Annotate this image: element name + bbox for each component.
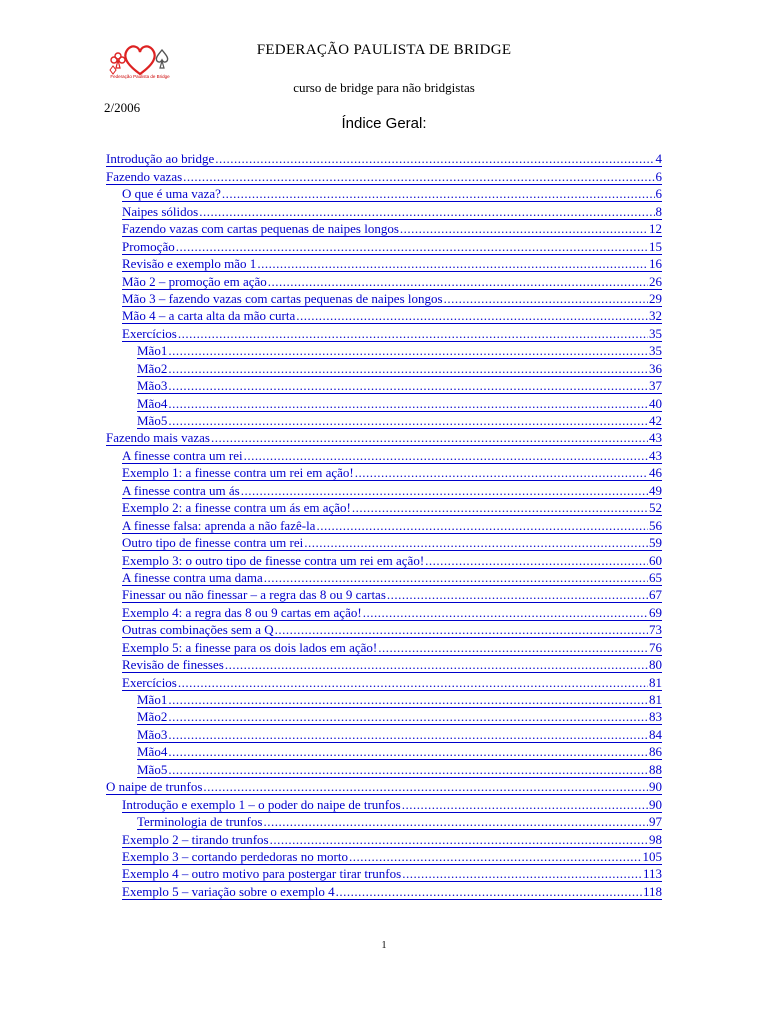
toc-dot-leader (168, 693, 648, 707)
toc-entry-page: 105 (642, 848, 662, 864)
toc-entry[interactable] (122, 255, 662, 272)
toc-entry[interactable] (122, 830, 662, 847)
toc-entry[interactable] (137, 412, 662, 429)
toc-dot-leader (378, 641, 648, 655)
toc-entry-title: Exemplo 5 – variação sobre o exemplo 4 (122, 883, 335, 899)
toc-entry-title: Exemplo 1: a finesse contra um rei em ação! (122, 465, 354, 481)
toc-dot-leader (168, 397, 648, 411)
toc-dot-leader (183, 170, 654, 184)
toc-entry-title: Mão5 (137, 761, 168, 777)
toc-entry-page: 88 (649, 761, 662, 777)
toc-dot-leader (270, 833, 648, 847)
toc-entry-title: Promoção (122, 238, 175, 254)
toc-dot-leader (336, 885, 642, 899)
toc-entry-title: Mão4 (137, 744, 168, 760)
toc-entry-title: Mão4 (137, 395, 168, 411)
toc-entry-page: 26 (649, 273, 662, 289)
toc-dot-leader (268, 275, 648, 289)
toc-entry[interactable] (137, 760, 662, 777)
toc-dot-leader (178, 676, 648, 690)
toc-entry[interactable] (137, 691, 662, 708)
toc-entry[interactable] (137, 813, 662, 830)
document-date: 2/2006 (104, 100, 141, 115)
toc-entry-page: 83 (649, 709, 662, 725)
toc-dot-leader (199, 205, 654, 219)
toc-entry[interactable] (122, 848, 662, 865)
toc-entry-title: Mão 3 – fazendo vazas com cartas pequenas de naipes longos (122, 290, 443, 306)
toc-entry-title: Mão1 (137, 343, 168, 359)
toc-entry-title: Revisão e exemplo mão 1 (122, 256, 257, 272)
toc-entry-title: Mão5 (137, 413, 168, 428)
toc-dot-leader (241, 484, 648, 498)
toc-entry-page: 73 (649, 622, 662, 638)
toc-entry-title: Outro tipo de finesse contra um rei (122, 535, 304, 551)
toc-entry-title: Introdução e exemplo 1 – o poder do naipe de trunfos (122, 796, 401, 812)
toc-entry-title: Mão1 (137, 692, 168, 707)
toc-dot-leader (168, 344, 648, 358)
toc-entry-title: Exemplo 5: a finesse para os dois lados em ação! (122, 639, 378, 655)
toc-entry-page: 6 (655, 186, 662, 202)
toc-entry-page: 90 (649, 796, 662, 812)
toc-entry[interactable] (122, 569, 662, 586)
toc-entry-page: 67 (649, 587, 662, 603)
toc-entry-title: A finesse contra uma dama (122, 569, 263, 585)
toc-entry[interactable] (137, 708, 662, 725)
toc-entry-page: 35 (649, 343, 662, 359)
toc-entry-page: 69 (649, 604, 662, 620)
toc-entry-page: 29 (649, 290, 662, 306)
toc-entry-page: 15 (649, 238, 662, 254)
toc-entry-page: 65 (649, 569, 662, 585)
toc-entry-title: Exemplo 4 – outro motivo para postergar tirar trunfos (122, 866, 402, 882)
toc-entry-page: 36 (649, 360, 662, 376)
toc-entry[interactable] (122, 202, 662, 219)
toc-dot-leader (316, 519, 648, 533)
toc-entry-title: A finesse contra um ás (122, 482, 240, 498)
toc-dot-leader (264, 571, 648, 585)
toc-entry-page: 16 (649, 256, 662, 272)
toc-dot-leader (168, 763, 648, 777)
toc-entry-page: 81 (649, 692, 662, 707)
toc-entry[interactable] (122, 603, 662, 620)
toc-entry-page: 98 (649, 831, 662, 847)
toc-entry-page: 60 (649, 552, 662, 568)
toc-entry[interactable] (137, 743, 662, 760)
toc-dot-leader (355, 466, 648, 480)
toc-entry[interactable] (122, 534, 662, 551)
toc-entry-page: 80 (649, 657, 662, 673)
toc-dot-leader (402, 798, 648, 812)
toc-entry-page: 8 (655, 203, 662, 219)
toc-entry[interactable] (122, 481, 662, 498)
toc-entry-page: 40 (649, 395, 662, 411)
document-subtitle: curso de bridge para não bridgistas (293, 80, 475, 95)
toc-dot-leader (363, 606, 648, 620)
toc-entry-page: 42 (649, 413, 662, 428)
toc-dot-leader (225, 658, 648, 672)
page-number: 1 (381, 940, 387, 951)
toc-entry[interactable] (122, 464, 662, 481)
toc-entry-title: Naipes sólidos (122, 203, 199, 219)
toc-entry-title: Exemplo 2 – tirando trunfos (122, 831, 269, 847)
toc-entry[interactable] (137, 725, 662, 742)
toc-dot-leader (168, 362, 648, 376)
toc-dot-leader (304, 536, 648, 550)
toc-entry[interactable] (122, 795, 662, 812)
toc-entry[interactable] (106, 778, 662, 795)
toc-entry-title: Outras combinações sem a Q (122, 622, 274, 638)
toc-entry-page: 43 (649, 430, 662, 446)
toc-dot-leader (176, 240, 648, 254)
toc-entry-title: Mão2 (137, 360, 168, 376)
toc-entry[interactable] (122, 185, 662, 202)
toc-entry[interactable] (122, 499, 662, 516)
toc-entry[interactable] (137, 377, 662, 394)
toc-entry-title: Mão 4 – a carta alta da mão curta (122, 308, 296, 324)
toc-entry-title: A finesse contra um rei (122, 447, 243, 463)
toc-entry-page: 35 (649, 325, 662, 341)
toc-entry-page: 76 (649, 639, 662, 655)
toc-dot-leader (168, 728, 648, 742)
toc-entry[interactable] (122, 865, 662, 882)
toc-entry[interactable] (137, 342, 662, 359)
toc-entry-title: Introdução ao bridge (106, 151, 215, 167)
toc-entry-title: Fazendo vazas (106, 168, 183, 184)
toc-entry-title: Exemplo 3: o outro tipo de finesse contra um rei em ação! (122, 552, 425, 568)
toc-entry-title: Fazendo vazas com cartas pequenas de naipes longos (122, 221, 399, 237)
toc-dot-leader (352, 501, 648, 515)
toc-entry-title: Finessar ou não finessar – a regra das 8 ou 9 cartas (122, 587, 386, 603)
toc-entry[interactable] (106, 429, 662, 446)
toc-dot-leader (168, 745, 648, 759)
toc-entry-page: 12 (649, 221, 662, 237)
toc-entry-title: Exercícios (122, 674, 177, 690)
toc-dot-leader (257, 257, 648, 271)
toc-entry-title: Exemplo 4: a regra das 8 ou 9 cartas em ação! (122, 604, 362, 620)
toc-entry-page: 84 (649, 726, 662, 742)
toc-entry-title: Exercícios (122, 325, 177, 341)
toc-entry[interactable] (122, 324, 662, 341)
toc-dot-leader (203, 780, 648, 794)
toc-entry-page: 118 (642, 883, 662, 899)
toc-entry[interactable] (122, 586, 662, 603)
toc-entry-title: Exemplo 2: a finesse contra um ás em ação! (122, 500, 351, 516)
toc-entry-page: 113 (642, 866, 662, 882)
table-of-contents (106, 150, 662, 900)
toc-entry-title: Mão3 (137, 378, 168, 394)
toc-entry-page: 49 (649, 482, 662, 498)
toc-entry-title: O que é uma vaza? (122, 186, 221, 202)
logo-caption: Federação Paulista de Bridge (110, 74, 170, 79)
toc-entry[interactable] (122, 237, 662, 254)
toc-entry[interactable] (137, 359, 662, 376)
toc-entry-title: O naipe de trunfos (106, 779, 203, 795)
toc-entry-title: Mão 2 – promoção em ação (122, 273, 267, 289)
toc-dot-leader (168, 414, 648, 428)
toc-dot-leader (400, 222, 648, 236)
toc-entry-page: 46 (649, 465, 662, 481)
toc-entry-page: 56 (649, 517, 662, 533)
toc-dot-leader (215, 152, 654, 166)
toc-entry-title: Fazendo mais vazas (106, 430, 210, 446)
toc-entry-page: 97 (649, 814, 662, 830)
toc-dot-leader (263, 815, 648, 829)
toc-entry-page: 6 (655, 168, 662, 184)
toc-entry-page: 37 (649, 378, 662, 394)
toc-entry[interactable] (122, 882, 662, 899)
toc-entry-title: Revisão de finesses (122, 657, 224, 673)
toc-dot-leader (275, 623, 648, 637)
toc-entry[interactable] (122, 673, 662, 690)
index-title: Índice Geral: (341, 115, 427, 132)
toc-entry-page: 4 (655, 151, 662, 167)
toc-dot-leader (349, 850, 642, 864)
toc-entry-page: 43 (649, 447, 662, 463)
toc-entry-page: 59 (649, 535, 662, 551)
toc-entry[interactable] (122, 272, 662, 289)
toc-entry-title: Mão2 (137, 709, 168, 725)
toc-entry-title: Exemplo 3 – cortando perdedoras no morto (122, 848, 348, 864)
toc-dot-leader (168, 379, 648, 393)
toc-entry[interactable] (122, 446, 662, 463)
toc-dot-leader (244, 449, 648, 463)
toc-dot-leader (444, 292, 648, 306)
toc-entry[interactable] (122, 307, 662, 324)
toc-dot-leader (402, 867, 642, 881)
toc-entry[interactable] (106, 150, 662, 167)
toc-entry[interactable] (122, 290, 662, 307)
toc-entry-page: 52 (649, 500, 662, 516)
toc-dot-leader (178, 327, 648, 341)
toc-entry-title: Terminologia de trunfos (137, 814, 263, 830)
document-header-title: FEDERAÇÃO PAULISTA DE BRIDGE (256, 42, 512, 58)
toc-dot-leader (425, 554, 648, 568)
toc-dot-leader (222, 187, 655, 201)
toc-entry-page: 81 (649, 674, 662, 690)
toc-entry-page: 32 (649, 308, 662, 324)
toc-entry[interactable] (122, 516, 662, 533)
toc-dot-leader (168, 710, 648, 724)
toc-entry-page: 86 (649, 744, 662, 760)
toc-entry-page: 90 (649, 779, 662, 795)
toc-entry[interactable] (122, 220, 662, 237)
toc-entry-title: A finesse falsa: aprenda a não fazê-la (122, 517, 316, 533)
toc-dot-leader (211, 431, 648, 445)
toc-entry[interactable] (122, 656, 662, 673)
toc-entry-title: Mão3 (137, 726, 168, 742)
toc-entry[interactable] (122, 551, 662, 568)
toc-entry[interactable] (137, 394, 662, 411)
toc-entry[interactable] (122, 638, 662, 655)
toc-dot-leader (296, 309, 648, 323)
toc-entry[interactable] (106, 167, 662, 184)
toc-entry[interactable] (122, 621, 662, 638)
toc-dot-leader (387, 588, 648, 602)
